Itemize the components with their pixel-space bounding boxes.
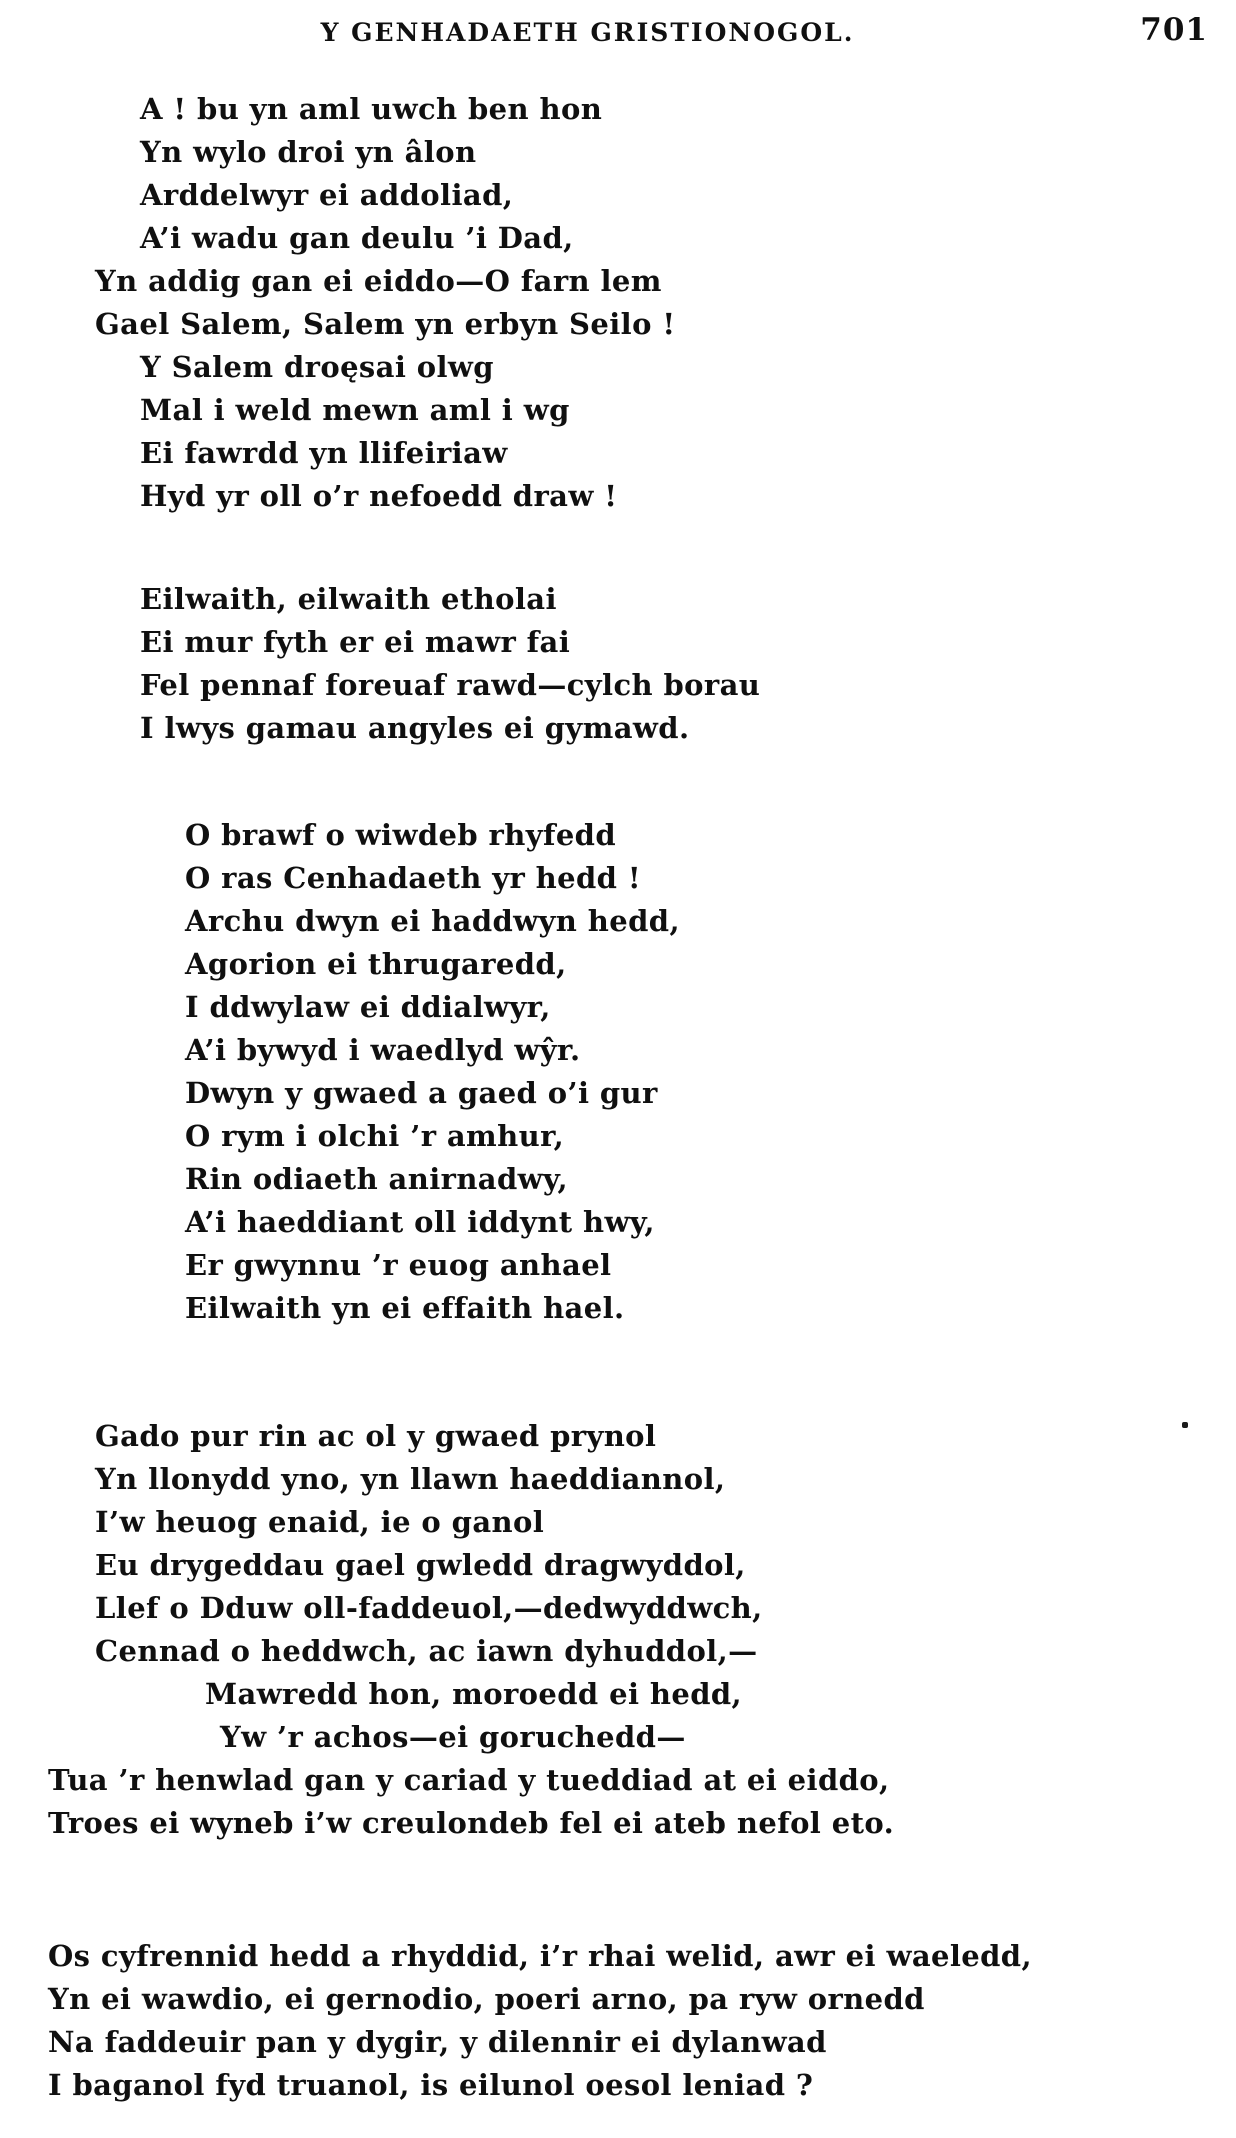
poem-line: Fel pennaf foreuaf rawd—cylch borau <box>140 668 761 702</box>
poem-line: A’i bywyd i waedlyd wŷr. <box>185 1033 581 1067</box>
poem-line: Llef o Dduw oll-faddeuol,—dedwyddwch, <box>95 1591 763 1625</box>
poem-line: I’w heuog enaid, ie o ganol <box>95 1505 545 1539</box>
poem-line: I ddwylaw ei ddialwyr, <box>185 990 551 1024</box>
poem-line: I lwys gamau angyles ei gymawd. <box>140 711 690 745</box>
stanza-4 <box>0 1415 1236 1845</box>
poem-line: Eilwaith yn ei effaith hael. <box>185 1291 625 1325</box>
poem-line: Y Salem droęsai olwg <box>140 350 494 384</box>
running-title: Y GENHADAETH GRISTIONOGOL. <box>320 18 855 47</box>
ink-speck <box>1182 1422 1188 1428</box>
poem-line: Ei mur fyth er ei mawr fai <box>140 625 571 659</box>
poem-body <box>0 88 1236 2107</box>
poem-line: Tua ’r henwlad gan y cariad y tueddiad at ei eiddo, <box>48 1763 890 1797</box>
poem-line: Os cyfrennid hedd a rhyddid, i’r rhai welid, awr ei waeledd, <box>48 1939 1032 1973</box>
poem-line: Yn addig gan ei eiddo—O farn lem <box>95 264 662 298</box>
poem-line: I baganol fyd truanol, is eilunol oesol leniad ? <box>48 2068 814 2102</box>
poem-line: Cennad o heddwch, ac iawn dyhuddol,— <box>95 1634 758 1668</box>
poem-line: Dwyn y gwaed a gaed o’i gur <box>185 1076 658 1110</box>
stanza-3 <box>0 814 1236 1330</box>
poem-line: Mal i weld mewn aml i wg <box>140 393 570 427</box>
poem-line: Yw ’r achos—ei goruchedd— <box>220 1720 686 1754</box>
poem-line: O ras Cenhadaeth yr hedd ! <box>185 861 641 895</box>
stanza-5 <box>0 1935 1236 2107</box>
poem-line: O brawf o wiwdeb rhyfedd <box>185 818 617 852</box>
poem-line: A’i wadu gan deulu ’i Dad, <box>140 221 574 255</box>
stanza-1 <box>0 88 1236 518</box>
poem-line: Arddelwyr ei addoliad, <box>140 178 514 212</box>
poem-line: Ei fawrdd yn llifeiriaw <box>140 436 508 470</box>
poem-line: Er gwynnu ’r euog anhael <box>185 1248 612 1282</box>
poem-line: Hyd yr oll o’r nefoedd draw ! <box>140 479 618 513</box>
poem-line: Na faddeuir pan y dygir, y dilennir ei dylanwad <box>48 2025 827 2059</box>
poem-line: Yn wylo droi yn âlon <box>140 135 477 169</box>
poem-line: Gado pur rin ac ol y gwaed prynol <box>95 1419 657 1453</box>
poem-line: O rym i olchi ’r amhur, <box>185 1119 565 1153</box>
poem-line: Yn ei wawdio, ei gernodio, poeri arno, pa ryw ornedd <box>48 1982 925 2016</box>
poem-line: Eilwaith, eilwaith etholai <box>140 582 557 616</box>
poem-line: A ! bu yn aml uwch ben hon <box>140 92 603 126</box>
stanza-2 <box>0 578 1236 750</box>
poem-line: Troes ei wyneb i’w creulondeb fel ei ateb nefol eto. <box>48 1806 895 1840</box>
poem-line: Mawredd hon, moroedd ei hedd, <box>205 1677 743 1711</box>
poem-line: A’i haeddiant oll iddynt hwy, <box>185 1205 655 1239</box>
poem-line: Yn llonydd yno, yn llawn haeddiannol, <box>95 1462 726 1496</box>
poem-line: Rin odiaeth anirnadwy, <box>185 1162 569 1196</box>
poem-line: Archu dwyn ei haddwyn hedd, <box>185 904 680 938</box>
poem-line: Eu drygeddau gael gwledd dragwyddol, <box>95 1548 746 1582</box>
page-header <box>0 0 1236 58</box>
page-number: 701 <box>1140 12 1208 48</box>
poem-line: Gael Salem, Salem yn erbyn Seilo ! <box>95 307 676 341</box>
poem-line: Agorion ei thrugaredd, <box>185 947 567 981</box>
